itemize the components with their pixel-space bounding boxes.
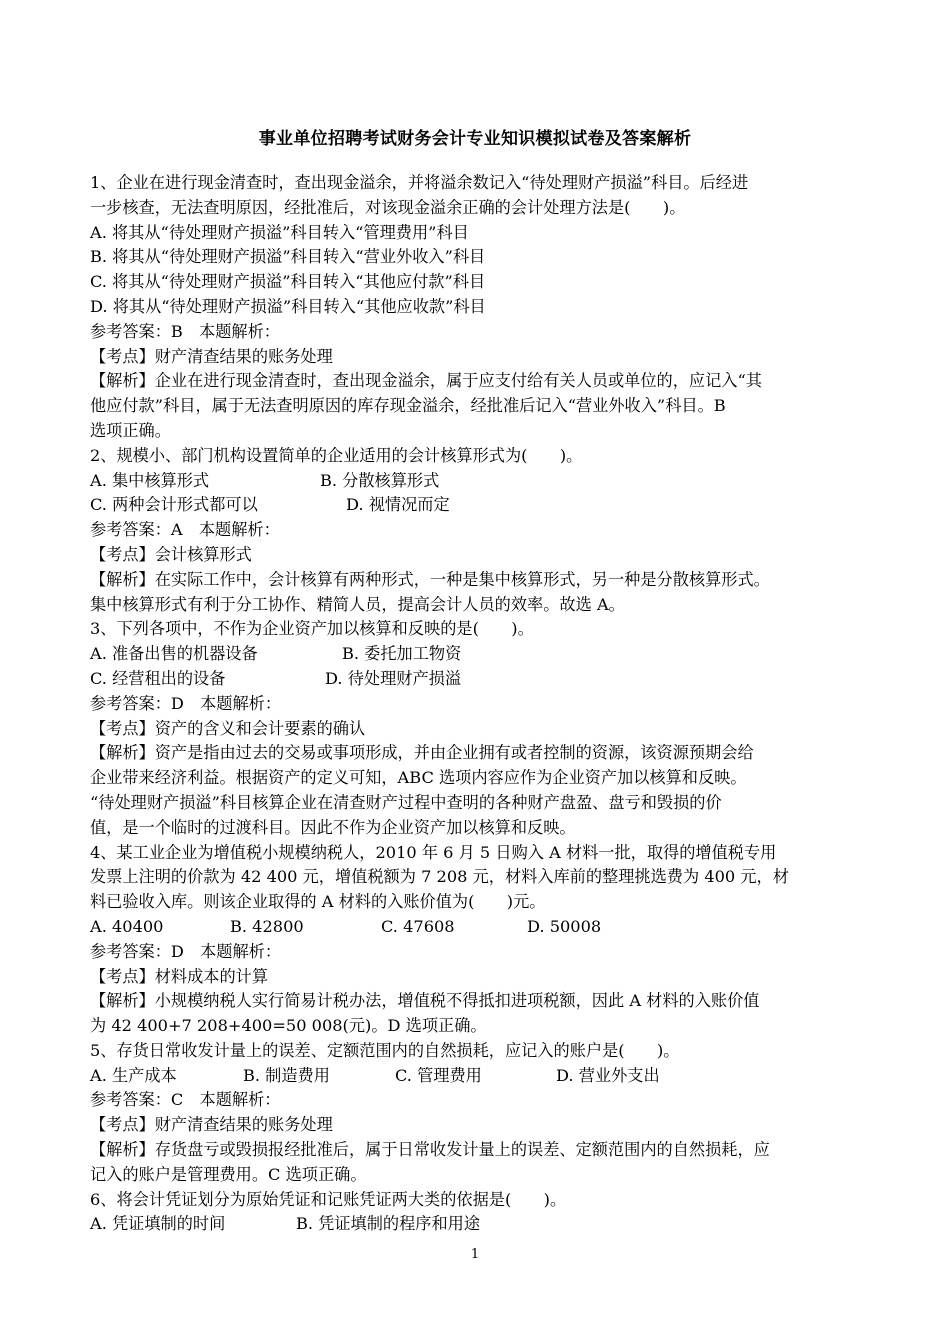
q2-answer: 参考答案：A 本题解析： (90, 520, 280, 540)
q1-stem-line-2: 一步核查，无法查明原因，经批准后，对该现金溢余正确的会计处理方法是( )。 (90, 197, 686, 217)
page-number: 1 (470, 1247, 480, 1262)
q2-options-row-1 (90, 469, 862, 494)
q1-explanation-1: 【解析】企业在进行现金清查时，查出现金溢余，属于应支付给有关人员或单位的，应记入“其 (90, 371, 762, 391)
q3-option-a: A. 准备出售的机器设备 (90, 644, 258, 664)
q4-option-d: D. 50008 (527, 916, 602, 936)
q6-option-b: B. 凭证填制的程序和用途 (296, 1214, 481, 1234)
q5-answer: 参考答案：C 本题解析： (90, 1090, 281, 1110)
q4-option-a: A. 40400 (90, 916, 164, 936)
q3-options-row-1 (90, 642, 862, 667)
q4-option-b: B. 42800 (230, 916, 304, 936)
q2-option-d: D. 视情况而定 (346, 495, 450, 515)
q5-explanation-1: 【解析】存货盘亏或毁损报经批准后，属于日常收发计量上的误差、定额范围内的自然损耗，应 (90, 1140, 770, 1160)
q3-stem: 3、下列各项中，不作为企业资产加以核算和反映的是( )。 (90, 619, 534, 639)
q5-option-d: D. 营业外支出 (556, 1065, 660, 1085)
q4-stem-line-2: 发票上注明的价款为 42 400 元，增值税额为 7 208 元，材料入库前的整理挑选费为 400 元，材 (90, 867, 789, 887)
q3-explanation-3: “待处理财产损溢”科目核算企业在清查财产过程中查明的各种财产盘盈、盘亏和毁损的价 (90, 792, 722, 812)
q2-options-row-2 (90, 493, 862, 518)
q4-option-c: C. 47608 (381, 916, 455, 936)
q1-option-b: B. 将其从“待处理财产损溢”科目转入“营业外收入”科目 (90, 247, 486, 267)
q3-option-b: B. 委托加工物资 (342, 644, 462, 664)
q5-option-a: A. 生产成本 (90, 1065, 177, 1085)
q1-option-a: A. 将其从“待处理财产损溢”科目转入“管理费用”科目 (90, 222, 469, 242)
q4-stem-line-1: 4、某工业企业为增值税小规模纳税人，2010 年 6 月 5 日购入 A 材料一批，取得的增值税专用 (90, 842, 777, 862)
q2-option-b: B. 分散核算形式 (320, 470, 440, 490)
q2-option-a: A. 集中核算形式 (90, 470, 210, 490)
q1-stem-line-1: 1、企业在进行现金清查时，查出现金溢余，并将溢余数记入“待处理财产损溢”科目。后经进 (90, 173, 749, 192)
document-body (90, 171, 862, 1237)
q4-answer: 参考答案：D 本题解析： (90, 941, 282, 961)
q4-point: 【考点】材料成本的计算 (90, 966, 269, 986)
q1-point: 【考点】财产清查结果的账务处理 (90, 346, 333, 366)
q5-point: 【考点】财产清查结果的账务处理 (90, 1115, 333, 1135)
q5-option-c: C. 管理费用 (395, 1065, 482, 1085)
q5-explanation-2: 记入的账户是管理费用。C 选项正确。 (90, 1164, 367, 1184)
q4-stem-line-3: 料已验收入库。则该企业取得的 A 材料的入账价值为( )元。 (90, 892, 546, 912)
q6-stem: 6、将会计凭证划分为原始凭证和记账凭证两大类的依据是( )。 (90, 1189, 567, 1209)
q2-point: 【考点】会计核算形式 (90, 544, 252, 564)
q4-explanation-2: 为 42 400+7 208+400=50 008(元)。D 选项正确。 (90, 1016, 487, 1036)
q3-answer: 参考答案：D 本题解析： (90, 693, 282, 713)
q3-option-c: C. 经营租出的设备 (90, 668, 226, 688)
q4-options-row (90, 915, 862, 940)
q2-explanation-2: 集中核算形式有利于分工协作、精简人员，提高会计人员的效率。故选 A。 (90, 594, 625, 614)
q1-option-d: D. 将其从“待处理财产损溢”科目转入“其他应收款”科目 (90, 296, 486, 316)
q6-option-a: A. 凭证填制的时间 (90, 1214, 226, 1234)
q5-options-row (90, 1064, 862, 1089)
q3-options-row-2 (90, 667, 862, 692)
q1-explanation-2: 他应付款”科目，属于无法查明原因的库存现金溢余，经批准后记入“营业外收入”科目。B (90, 396, 726, 416)
q3-point: 【考点】资产的含义和会计要素的确认 (90, 718, 366, 738)
q4-explanation-1: 【解析】小规模纳税人实行简易计税办法，增值税不得抵扣进项税额，因此 A 材料的入账价值 (90, 991, 760, 1011)
q6-options-row (90, 1212, 862, 1237)
q2-option-c: C. 两种会计形式都可以 (90, 495, 258, 515)
q3-option-d: D. 待处理财产损溢 (325, 668, 462, 688)
q3-explanation-2: 企业带来经济利益。根据资产的定义可知，ABC 选项内容应作为企业资产加以核算和反映。 (90, 768, 747, 788)
page-title: 事业单位招聘考试财务会计专业知识模拟试卷及答案解析 (258, 129, 692, 149)
q2-explanation-1: 【解析】在实际工作中，会计核算有两种形式，一种是集中核算形式，另一种是分散核算形式。 (90, 569, 770, 589)
q1-option-c: C. 将其从“待处理财产损溢”科目转入“其他应付款”科目 (90, 272, 486, 292)
q1-answer: 参考答案：B 本题解析： (90, 321, 280, 341)
q3-explanation-4: 值，是一个临时的过渡科目。因此不作为企业资产加以核算和反映。 (90, 817, 576, 837)
q5-stem: 5、存货日常收发计量上的误差、定额范围内的自然损耗，应记入的账户是( )。 (90, 1040, 680, 1060)
q5-option-b: B. 制造费用 (243, 1065, 330, 1085)
q2-stem: 2、规模小、部门机构设置简单的企业适用的会计核算形式为( )。 (90, 445, 583, 465)
q1-explanation-3: 选项正确。 (90, 420, 171, 440)
q3-explanation-1: 【解析】资产是指由过去的交易或事项形成，并由企业拥有或者控制的资源，该资源预期会给 (90, 743, 754, 763)
